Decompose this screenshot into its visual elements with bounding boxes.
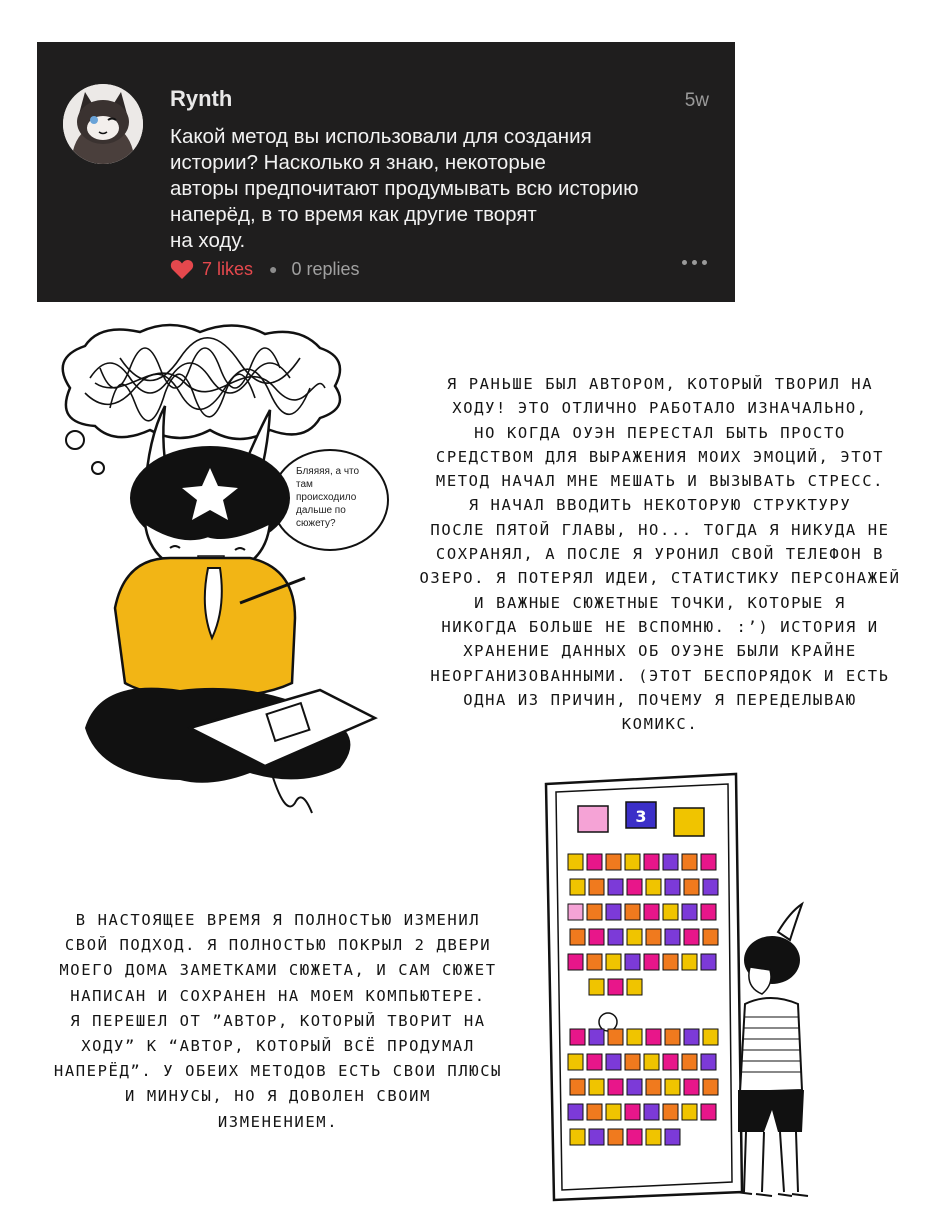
timestamp: 5w [684, 90, 709, 111]
sticky-note [682, 1104, 697, 1120]
sticky-note [663, 1054, 678, 1070]
sticky-note [589, 879, 604, 895]
sticky-note [684, 1079, 699, 1095]
comment-line: истории? Насколько я знаю, некоторые [170, 151, 546, 174]
sticky-note [568, 904, 583, 920]
doorknob [599, 1013, 617, 1031]
sticky-note [644, 1054, 659, 1070]
sticky-note [703, 929, 718, 945]
note-pink [578, 806, 608, 832]
sticky-note [627, 979, 642, 995]
sticky-note [703, 1029, 718, 1045]
sticky-note [665, 1129, 680, 1145]
sticky-note [589, 979, 604, 995]
sticky-note [568, 954, 583, 970]
avatar-cat-icon [63, 84, 143, 164]
sticky-note [684, 929, 699, 945]
sticky-note [627, 1129, 642, 1145]
sticky-note [644, 904, 659, 920]
sticky-note [646, 879, 661, 895]
sticky-note [589, 1129, 604, 1145]
sticky-note [589, 1029, 604, 1045]
sticky-note [587, 1104, 602, 1120]
face [749, 967, 771, 994]
sticky-note [682, 954, 697, 970]
sticky-note [568, 1104, 583, 1120]
sticky-note [644, 954, 659, 970]
sticky-note [682, 904, 697, 920]
sticky-note [682, 854, 697, 870]
sticky-note [625, 1054, 640, 1070]
sticky-note [646, 1029, 661, 1045]
paragraph-current-method: В НАСТОЯЩЕЕ ВРЕМЯ Я ПОЛНОСТЬЮ ИЗМЕНИЛ СВОЙ ПОДХОД. Я ПОЛНОСТЬЮ ПОКРЫЛ 2 ДВЕРИ МОЕГО ДОМА ЗАМЕТКАМИ СЮЖЕТА, И САМ СЮЖЕТ НАПИСАН И СОХРАНЕН НА МОЕМ КОМПЬЮТЕРЕ. Я ПЕРЕШЕЛ ОТ ”АВТОР, КОТОРЫЙ ТВОРИТ НА ХОДУ” К “АВТОР, КОТОРЫЙ ВСЁ ПРОДУМАЛ НАПЕРЁД”. У ОБЕИХ МЕТОДОВ ЕСТЬ СВОИ ПЛЮСЫ И МИНУСЫ, НО Я ДОВОЛЕН СВОИМ ИЗМЕНЕНИЕМ. [53, 911, 503, 1131]
sticky-note [663, 904, 678, 920]
replies-count[interactable]: 0 replies [291, 258, 360, 279]
sticky-note [663, 854, 678, 870]
sticky-note [663, 1104, 678, 1120]
sticky-note [568, 854, 583, 870]
sticky-note [703, 879, 718, 895]
separator-dot: ● [269, 261, 278, 277]
sticky-note [665, 1079, 680, 1095]
sticky-note [625, 904, 640, 920]
sticky-note [606, 1104, 621, 1120]
sticky-note [606, 904, 621, 920]
sticky-note [701, 1054, 716, 1070]
sticky-note [608, 929, 623, 945]
striped-shirt [740, 998, 802, 1092]
sticky-note [570, 1029, 585, 1045]
legs [744, 1132, 798, 1192]
sticky-note [606, 954, 621, 970]
sticky-note [589, 1079, 604, 1095]
sticky-note [589, 929, 604, 945]
speech-bubble-text: Бляяяя, а что там происходило дальше по сюжету? [296, 466, 360, 529]
sticky-note [568, 1054, 583, 1070]
thought-bubble-small [92, 462, 104, 474]
avatar[interactable] [63, 84, 143, 164]
sticky-note [701, 854, 716, 870]
sticky-note [608, 1129, 623, 1145]
comment-line: авторы предпочитают продумывать всю историю [170, 177, 639, 200]
sticky-note [703, 1079, 718, 1095]
sticky-note [627, 929, 642, 945]
sticky-note [587, 1054, 602, 1070]
sticky-note [606, 854, 621, 870]
sticky-note [627, 1079, 642, 1095]
username[interactable]: Rynth [170, 86, 233, 111]
sticky-note [701, 904, 716, 920]
sticky-note [665, 1029, 680, 1045]
sticky-note [570, 1129, 585, 1145]
comment-line: Какой метод вы использовали для создания [170, 125, 592, 148]
sticky-note [587, 904, 602, 920]
sticky-note [684, 1029, 699, 1045]
more-icon[interactable] [682, 260, 707, 265]
sticky-note [625, 854, 640, 870]
note-yellow [674, 808, 704, 836]
sticky-note [646, 1079, 661, 1095]
thought-cloud [63, 325, 340, 439]
comment-text [170, 124, 720, 254]
sticky-note [627, 1029, 642, 1045]
sticky-note [682, 1054, 697, 1070]
sticky-note [570, 879, 585, 895]
sticky-note [570, 1079, 585, 1095]
sticky-note [644, 1104, 659, 1120]
illustration-thinking-character [30, 318, 400, 838]
heart-icon[interactable] [170, 258, 194, 280]
likes-count[interactable]: 7 likes [202, 258, 254, 279]
comment-line: на ходу. [170, 229, 246, 252]
paragraph-past-method: Я РАНЬШЕ БЫЛ АВТОРОМ, КОТОРЫЙ ТВОРИЛ НА ХОДУ! ЭТО ОТЛИЧНО РАБОТАЛО ИЗНАЧАЛЬНО, НО КОГДА ОУЭН ПЕРЕСТАЛ БЫТЬ ПРОСТО СРЕДСТВОМ ДЛЯ ВЫРАЖЕНИЯ МОИХ ЭМОЦИЙ, ЭТОТ МЕТОД НАЧАЛ МНЕ МЕШАТЬ И ВЫЗЫВАТЬ СТРЕСС. Я НАЧАЛ ВВОДИТЬ НЕКОТОРУЮ СТРУКТУРУ ПОСЛЕ ПЯТОЙ ГЛАВЫ, НО... ТОГДА Я НИКУДА НЕ СОХРАНЯЛ, А ПОСЛЕ Я УРОНИЛ СВОЙ ТЕЛЕФОН В ОЗЕРО. Я ПОТЕРЯЛ ИДЕИ, СТАТИСТИКУ ПЕРСОНАЖЕЙ И ВАЖНЫЕ СЮЖЕТНЫЕ ТОЧКИ, КОТОРЫЕ Я НИКОГДА БОЛЬШЕ НЕ ВСПОМНЮ. :’) ИСТОРИЯ И ХРАНЕНИЕ ДАННЫХ ОБ ОУЭНЕ БЫЛИ КРАЙНЕ НЕОРГАНИЗОВАННЫМИ. (ЭТОТ БЕСПОРЯДОК И ЕСТЬ ОДНА ИЗ ПРИЧИН, ПОЧЕМУ Я ПЕРЕДЕЛЫВАЮ КОМИКС. [419, 375, 901, 734]
sticky-note [701, 1104, 716, 1120]
sticky-note [627, 879, 642, 895]
sticky-note [625, 1104, 640, 1120]
illustration-door-notes [540, 772, 830, 1212]
sticky-note [644, 854, 659, 870]
horn [778, 904, 802, 940]
sticky-note [608, 879, 623, 895]
sticky-note [608, 1029, 623, 1045]
sticky-note [663, 954, 678, 970]
sticky-note [665, 929, 680, 945]
sticky-note [608, 1079, 623, 1095]
sticky-note [587, 854, 602, 870]
sticky-note [587, 954, 602, 970]
sticky-note [570, 929, 585, 945]
sticky-note [606, 1054, 621, 1070]
sticky-note [646, 1129, 661, 1145]
sticky-note [701, 954, 716, 970]
hoodie [115, 558, 295, 696]
sticky-note [608, 979, 623, 995]
sticky-note [665, 879, 680, 895]
sticky-note [646, 929, 661, 945]
note-number-label: 3 [635, 807, 647, 826]
sticky-note [684, 879, 699, 895]
comment-card [37, 42, 735, 302]
sticky-note [625, 954, 640, 970]
shorts [738, 1090, 804, 1132]
comment-line: наперёд, в то время как другие творят [170, 203, 537, 226]
comment-actions [170, 258, 360, 280]
thought-bubble-small [66, 431, 84, 449]
